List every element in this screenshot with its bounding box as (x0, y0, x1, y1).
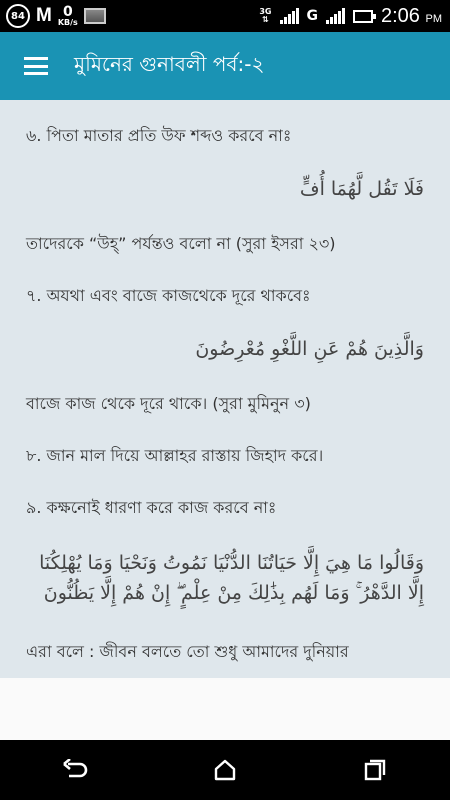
system-nav-bar (0, 740, 450, 800)
recents-button[interactable] (345, 750, 405, 790)
network-speed (58, 5, 78, 27)
paragraph-arabic: وَالَّذِينَ هُمْ عَنِ اللَّغْوِ مُعْرِضُونَ (195, 338, 424, 360)
app-bar (0, 32, 450, 100)
signal-icon-2 (326, 8, 345, 24)
paragraph-bn: ৯. কক্ষনোই ধারণা করে কাজ করবে নাঃ (26, 498, 277, 517)
paragraph-arabic: وَقَالُوا مَا هِيَ إِلَّا حَيَاتُنَا الدُّنْيَا نَمُوتُ وَنَحْيَا وَمَا يُهْلِكُنَا إِلَّا الدَّهْرُ ۚ وَمَا لَهُم بِذَٰلِكَ مِنْ عِلْمٍ ۖ إِنْ هُمْ إِلَّا يَظُنُّونَ (39, 552, 424, 604)
speed-unit: KB/s (57, 18, 78, 27)
paragraph-bn: ৮. জান মাল দিয়ে আল্লাহর রাস্তায় জিহাদ করে। (26, 446, 324, 465)
back-button[interactable] (45, 750, 105, 790)
home-icon (214, 759, 236, 781)
paragraph-arabic: فَلَا تَقُل لَّهُمَا أُفٍّ (299, 178, 424, 200)
speed-value: 0 (62, 4, 73, 20)
network-g-label: G (306, 8, 318, 24)
signal-icon-1 (280, 8, 299, 24)
status-bar (0, 0, 450, 32)
bottom-blank-area (0, 678, 450, 740)
clock (381, 5, 442, 28)
gmail-icon: M (36, 5, 52, 26)
paragraph-bn: ৭. অযথা এবং বাজে কাজথেকে দূরে থাকবেঃ (26, 286, 311, 305)
network-type-indicator (259, 8, 271, 24)
paragraph-bn: বাজে কাজ থেকে দূরে থাকে। (সুরা মুমিনুন ৩) (26, 394, 311, 413)
clock-time: 2:06 (381, 4, 420, 27)
network-type-label: 3G (259, 7, 272, 16)
back-arrow-icon (62, 759, 88, 781)
paragraph-bn: তাদেরকে “উহ্” পর্যন্তও বলো না (সুরা ইসরা ২৩) (26, 234, 336, 253)
page-title: মুমিনের গুনাবলী পর্ব:-২ (74, 51, 265, 76)
clock-ampm: PM (425, 12, 442, 25)
home-button[interactable] (195, 750, 255, 790)
paragraph-bn: ৬. পিতা মাতার প্রতি উফ শব্দও করবে নাঃ (26, 126, 292, 145)
recents-icon (364, 759, 386, 781)
data-arrows-icon: ⇅ (262, 15, 269, 24)
article-content[interactable] (0, 100, 450, 678)
paragraph-bn: এরা বলে : জীবন বলতে তো শুধু আমাদের দুনিয়ার (26, 642, 349, 661)
image-notification-icon (84, 8, 106, 24)
hamburger-menu-icon[interactable] (24, 57, 48, 75)
notification-count-badge: 84 (6, 4, 30, 28)
battery-icon (353, 10, 373, 23)
